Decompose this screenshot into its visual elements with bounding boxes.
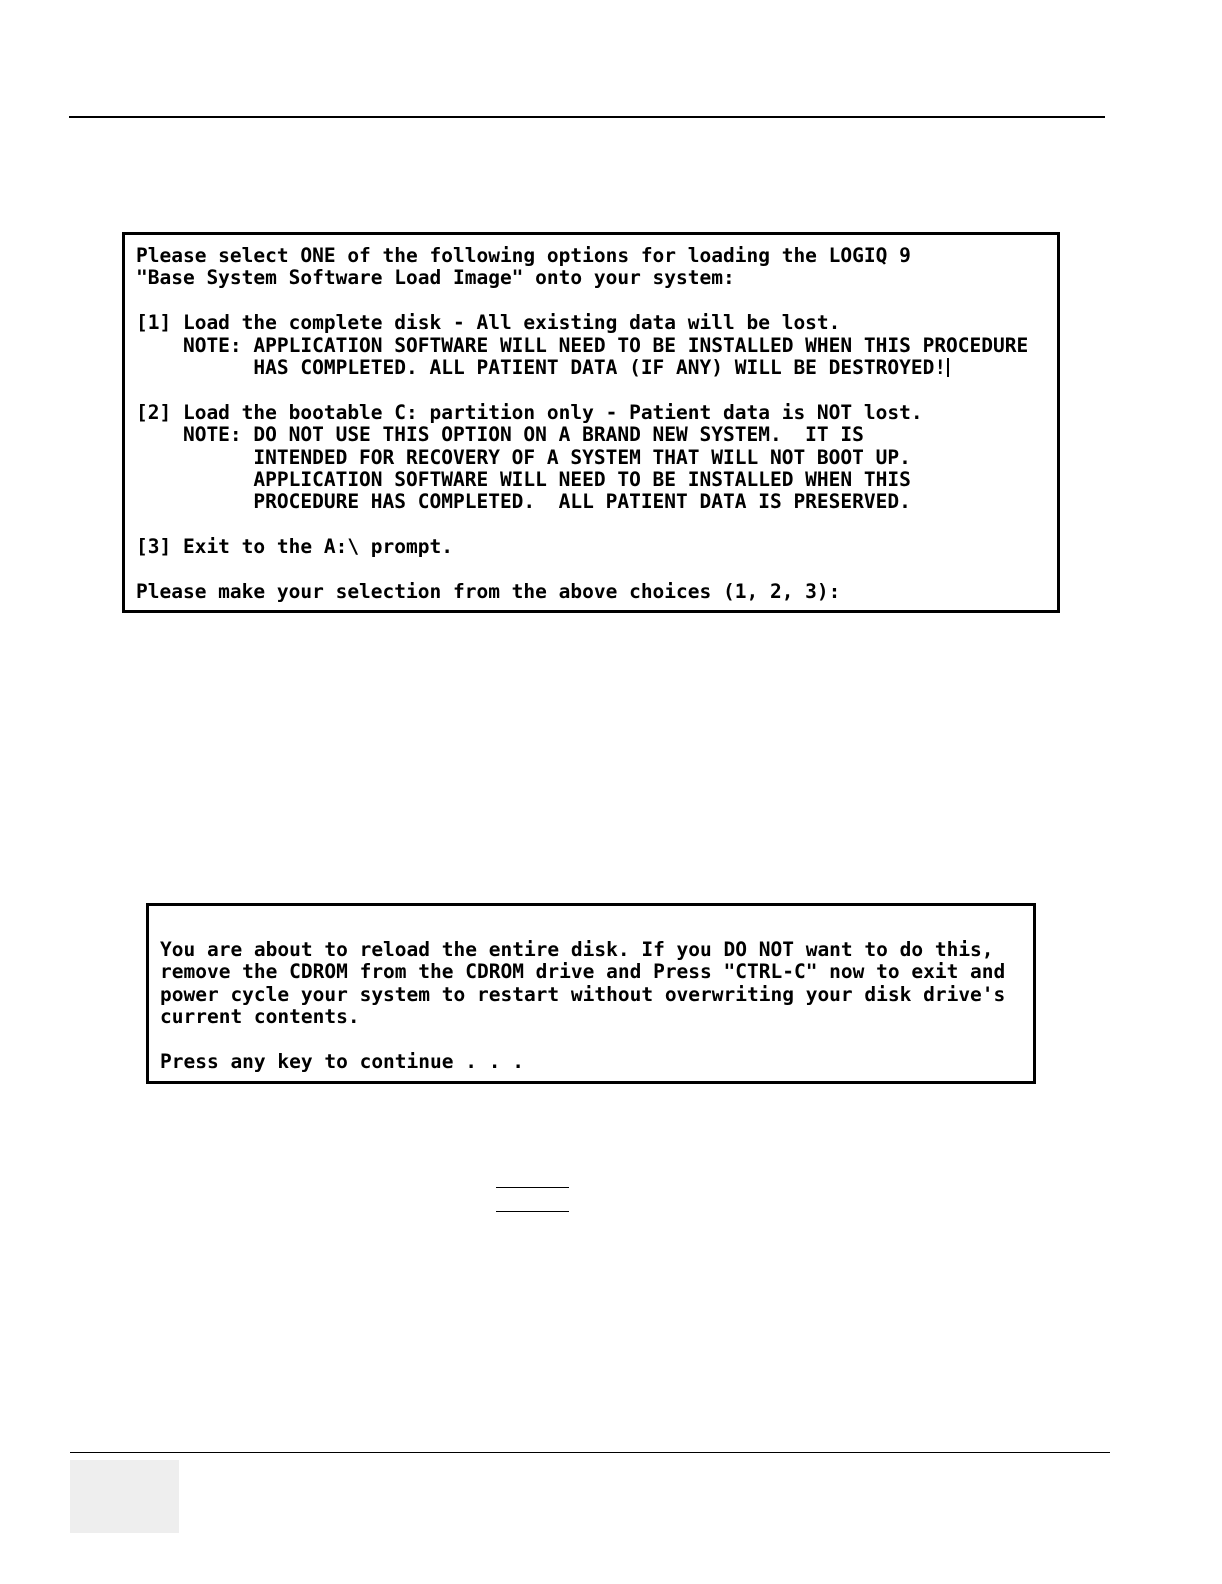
header-rule [69,116,1105,118]
console-line: You are about to reload the entire disk. If you DO NOT want to do this, [160,938,994,961]
console-line: NOTE: APPLICATION SOFTWARE WILL NEED TO BE INSTALLED WHEN THIS PROCEDURE [136,333,1029,357]
footer-tab-block [70,1460,179,1533]
console-line: Please select ONE of the following options for loading the LOGIQ 9 [136,244,911,267]
option-2-line: [2] Load the bootable C: partition only - Patient data is NOT lost. [136,400,923,424]
console-line: HAS COMPLETED. ALL PATIENT DATA (IF ANY) WILL BE DESTROYED! [136,356,947,380]
console-line: "Base System Software Load Image" onto your system: [136,266,735,290]
console-line: NOTE: DO NOT USE THIS OPTION ON A BRAND NEW SYSTEM. IT IS [136,423,864,447]
console-line: INTENDED FOR RECOVERY OF A SYSTEM THAT WILL NOT BOOT UP. [136,445,911,469]
console-text [160,939,1005,1073]
console-line: APPLICATION SOFTWARE WILL NEED TO BE INSTALLED WHEN THIS [136,468,911,492]
blank-underline [496,1187,569,1188]
console-line: power cycle your system to restart without overwriting your disk drive's [160,982,1006,1006]
console-line: current contents. [160,1005,360,1029]
console-text [136,245,1028,604]
text-cursor [947,358,949,377]
console-line: PROCEDURE HAS COMPLETED. ALL PATIENT DATA IS PRESERVED. [136,490,911,514]
option-1-line: [1] Load the complete disk - All existing data will be lost. [136,311,841,335]
selection-prompt: Please make your selection from the above choices (1, 2, 3): [136,580,841,604]
blank-underline [496,1211,569,1212]
load-options-console [122,232,1060,613]
option-3-line: [3] Exit to the A:\ prompt. [136,535,453,559]
continue-prompt: Press any key to continue . . . [160,1050,524,1074]
footer-rule [70,1452,1110,1453]
console-line: remove the CDROM from the CDROM drive and Press "CTRL-C" now to exit and [160,960,1006,984]
reload-warning-console [146,903,1036,1084]
